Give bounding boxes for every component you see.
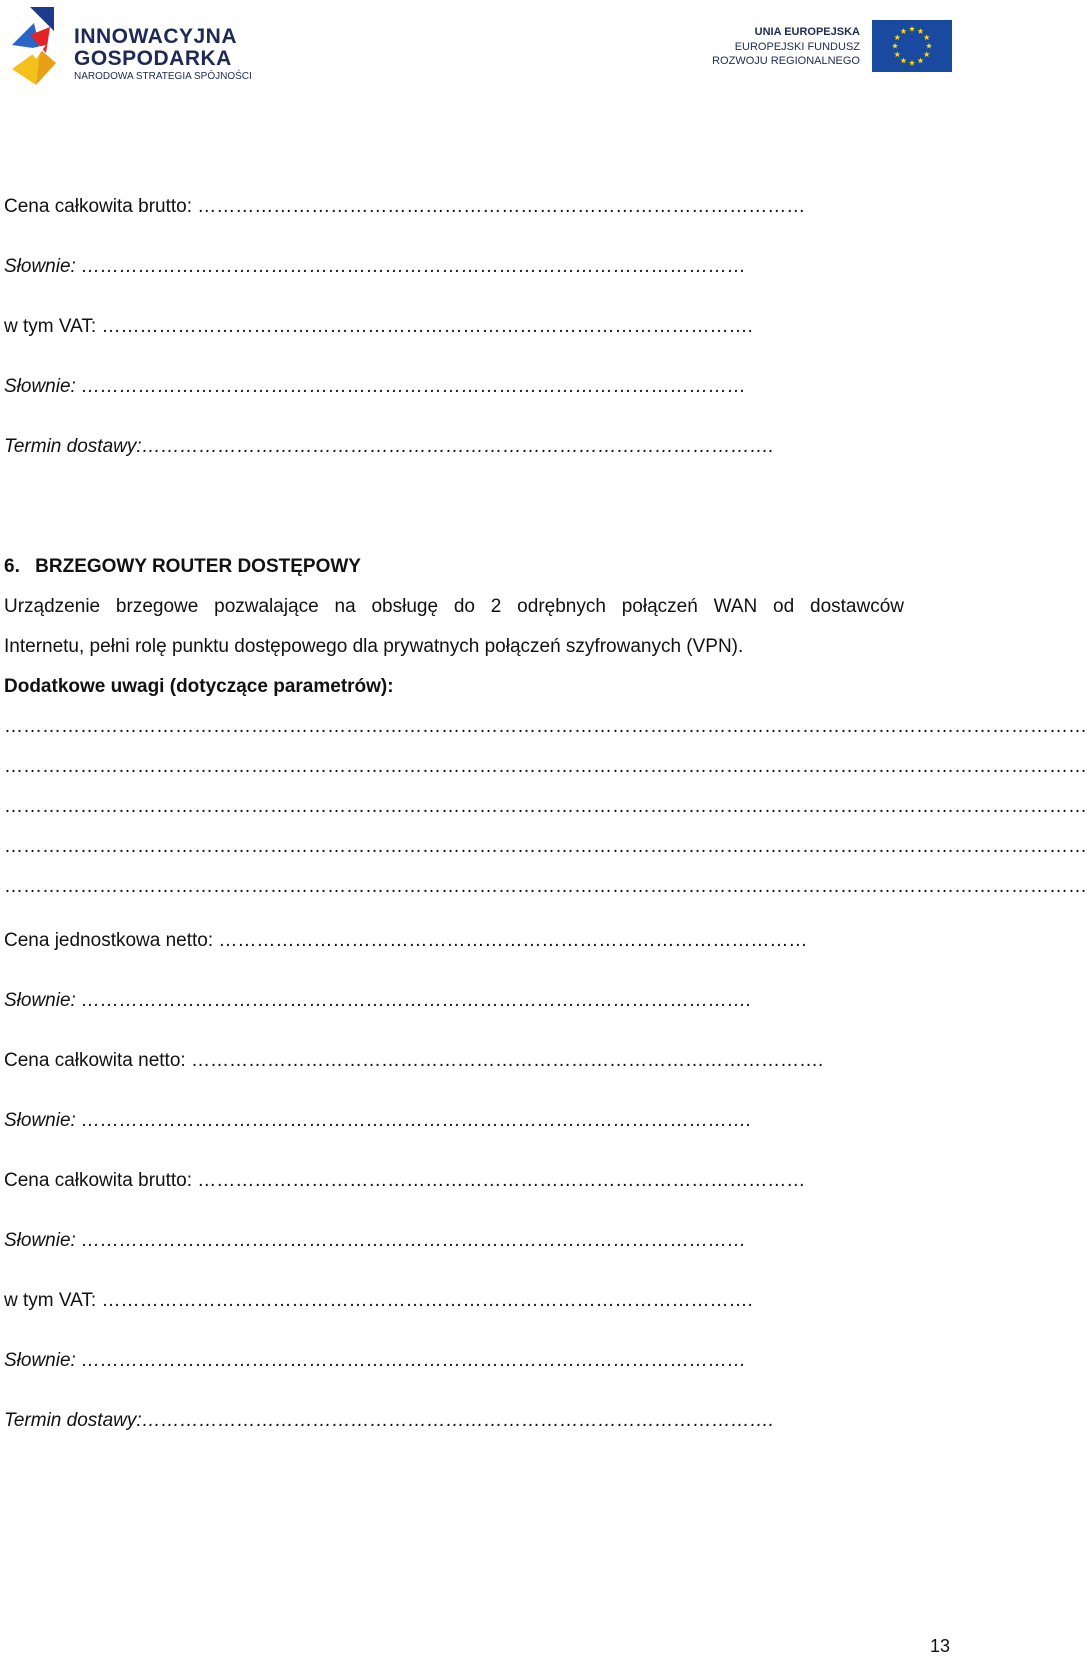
field-label: Słownie:: [4, 1350, 82, 1371]
fill-dots: …………………………………………………………………………………: [218, 930, 808, 951]
field-label: Cena całkowita brutto:: [4, 196, 198, 217]
field-gross-total: [4, 1170, 906, 1192]
fill-dots: ……………………………………………………………………………………………: [81, 1230, 747, 1251]
section-number: 6.: [4, 556, 20, 577]
eu-logo-line3: ROZWOJU REGIONALNEGO: [712, 55, 860, 67]
note-line: ………………………………………………………………………………………………………………………………………………………: [4, 756, 1087, 777]
fill-dots: ……………………………………………………………………………………….: [141, 436, 774, 457]
field-label: Słownie:: [4, 256, 82, 277]
field-unit-net-price: [4, 930, 906, 952]
field-delivery-date: [4, 1410, 906, 1432]
section-description-line2: Internetu, pełni rolę punktu dostępowego dla prywatnych połączeń szyfrowanych (VPN).: [4, 636, 744, 657]
field-label: Słownie:: [4, 1110, 82, 1131]
field-in-words: [4, 1110, 906, 1132]
field-label: Termin dostawy:: [4, 1410, 142, 1431]
field-delivery-date: [4, 436, 774, 458]
page-number: 13: [929, 1636, 950, 1656]
field-gross-total: [4, 196, 805, 218]
fill-dots: ……………………………………………………………………………………………: [81, 1350, 747, 1371]
field-vat: [4, 1290, 906, 1312]
fill-dots: …………………………………………………………………………………………….: [81, 1110, 752, 1131]
field-in-words: [4, 1230, 906, 1252]
note-line: ………………………………………………………………………………………………………………………………………………………: [4, 716, 1087, 737]
note-line: ………………………………………………………………………………………………………………………………………………………: [4, 796, 1087, 817]
note-line: ………………………………………………………………………………………………………………………………………………………: [4, 836, 1087, 857]
field-in-words: [4, 990, 906, 1012]
note-line: ………………………………………………………………………………………………………………………………………………………: [4, 876, 1087, 897]
notes-label: Dodatkowe uwagi (dotyczące parametrów):: [4, 676, 394, 697]
field-in-words: [4, 376, 746, 398]
fill-dots: ……………………………………………………………………………………….: [141, 1410, 774, 1431]
logo-subtitle: NARODOWA STRATEGIA SPÓJNOŚCI: [74, 71, 252, 82]
fill-dots: ……………………………………………………………………………………: [197, 196, 806, 217]
field-label: Słownie:: [4, 990, 82, 1011]
field-in-words: [4, 1350, 906, 1372]
eu-regional-fund-logo: [712, 20, 952, 76]
fill-dots: …………………………………………………………………………………………….: [81, 990, 752, 1011]
field-label: Termin dostawy:: [4, 436, 142, 457]
field-label: Słownie:: [4, 376, 82, 397]
field-label: Cena całkowita brutto:: [4, 1170, 198, 1191]
fill-dots: ……………………………………………………………………………………….: [190, 1050, 824, 1071]
field-label: Cena całkowita netto:: [4, 1050, 191, 1071]
logo-title-line2: GOSPODARKA: [74, 47, 232, 70]
innovative-economy-logo: [10, 5, 260, 87]
fill-dots: ……………………………………………………………………………………………: [81, 256, 747, 277]
logo-title-line1: INNOWACYJNA: [74, 25, 238, 48]
field-vat: [4, 316, 753, 338]
field-label: Słownie:: [4, 1230, 82, 1251]
fill-dots: ……………………………………………………………………………………………: [81, 376, 747, 397]
field-label: w tym VAT:: [4, 316, 102, 337]
field-in-words: [4, 256, 746, 278]
field-label: Cena jednostkowa netto:: [4, 930, 219, 951]
eu-logo-line1: UNIA EUROPEJSKA: [754, 26, 860, 38]
innovative-economy-logo-icon: [10, 5, 72, 87]
fill-dots: ………………………………………………………………………………………….: [101, 1290, 753, 1311]
section-title: BRZEGOWY ROUTER DOSTĘPOWY: [35, 556, 361, 577]
section-heading: [4, 556, 361, 578]
section-description-line1: Urządzenie brzegowe pozwalające na obsługę do 2 odrębnych połączeń WAN od dostawców: [4, 596, 904, 617]
field-total-net-price: [4, 1050, 906, 1072]
eu-flag-icon: [872, 20, 952, 72]
eu-logo-line2: EUROPEJSKI FUNDUSZ: [734, 41, 860, 53]
fill-dots: ………………………………………………………………………………………….: [101, 316, 753, 337]
fill-dots: ……………………………………………………………………………………: [197, 1170, 806, 1191]
field-label: w tym VAT:: [4, 1290, 102, 1311]
